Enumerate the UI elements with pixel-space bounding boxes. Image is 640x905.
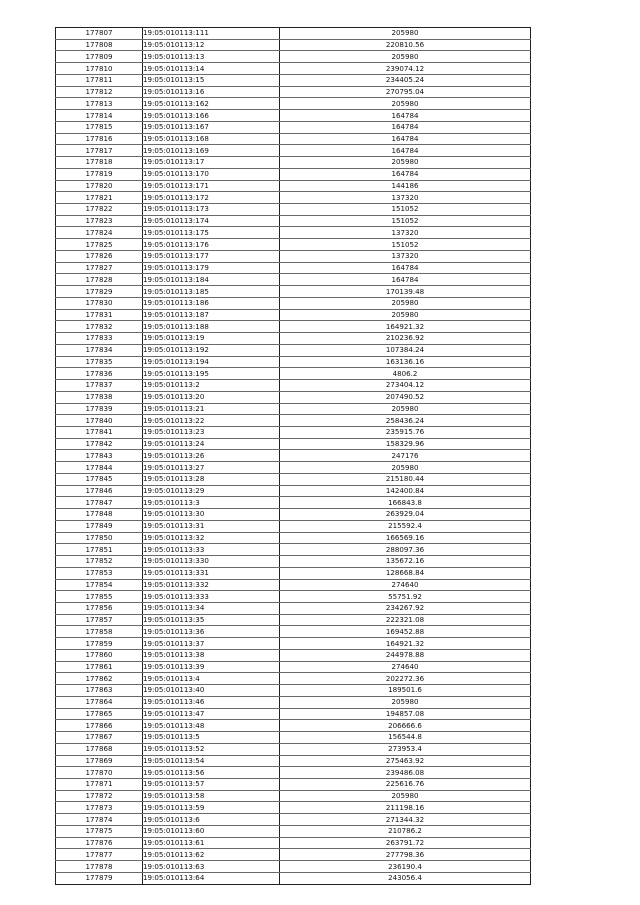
value-cell: 288097.36 [280, 544, 531, 556]
value-cell: 164784 [280, 274, 531, 286]
value-cell: 234267.92 [280, 602, 531, 614]
cadastral-code-cell: 19:05:010113:48 [143, 720, 280, 732]
value-cell: 207490.52 [280, 391, 531, 403]
table-row [56, 157, 531, 169]
row-id-cell: 177849 [56, 520, 143, 532]
value-cell: 137320 [280, 250, 531, 262]
cadastral-code-cell: 19:05:010113:37 [143, 638, 280, 650]
cadastral-code-cell: 19:05:010113:64 [143, 872, 280, 884]
table-row [56, 872, 531, 884]
cadastral-code-cell: 19:05:010113:17 [143, 157, 280, 169]
row-id-cell: 177862 [56, 673, 143, 685]
value-cell: 235915.76 [280, 426, 531, 438]
table-row [56, 779, 531, 791]
value-cell: 205980 [280, 297, 531, 309]
table-row [56, 802, 531, 814]
value-cell: 156544.8 [280, 732, 531, 744]
table-row [56, 720, 531, 732]
table-row [56, 532, 531, 544]
row-id-cell: 177851 [56, 544, 143, 556]
cadastral-code-cell: 19:05:010113:59 [143, 802, 280, 814]
value-cell: 205980 [280, 403, 531, 415]
cadastral-code-cell: 19:05:010113:172 [143, 192, 280, 204]
value-cell: 239486.08 [280, 767, 531, 779]
table-row [56, 450, 531, 462]
row-id-cell: 177847 [56, 497, 143, 509]
row-id-cell: 177815 [56, 121, 143, 133]
table-row [56, 638, 531, 650]
row-id-cell: 177821 [56, 192, 143, 204]
value-cell: 205980 [280, 790, 531, 802]
value-cell: 205980 [280, 98, 531, 110]
row-id-cell: 177840 [56, 415, 143, 427]
value-cell: 164784 [280, 145, 531, 157]
value-cell: 215180.44 [280, 473, 531, 485]
table-row [56, 497, 531, 509]
value-cell: 236190.4 [280, 861, 531, 873]
row-id-cell: 177878 [56, 861, 143, 873]
row-id-cell: 177861 [56, 661, 143, 673]
cadastral-code-cell: 19:05:010113:16 [143, 86, 280, 98]
table-row [56, 239, 531, 251]
cadastral-code-cell: 19:05:010113:46 [143, 696, 280, 708]
value-cell: 220810.56 [280, 39, 531, 51]
cadastral-code-cell: 19:05:010113:21 [143, 403, 280, 415]
table-row [56, 614, 531, 626]
table-row [56, 74, 531, 86]
value-cell: 274640 [280, 579, 531, 591]
value-cell: 128668.84 [280, 567, 531, 579]
table-row [56, 485, 531, 497]
row-id-cell: 177814 [56, 110, 143, 122]
row-id-cell: 177871 [56, 779, 143, 791]
row-id-cell: 177844 [56, 462, 143, 474]
row-id-cell: 177853 [56, 567, 143, 579]
cadastral-code-cell: 19:05:010113:57 [143, 779, 280, 791]
table-row [56, 250, 531, 262]
row-id-cell: 177873 [56, 802, 143, 814]
table-row [56, 849, 531, 861]
table-row [56, 297, 531, 309]
row-id-cell: 177856 [56, 602, 143, 614]
value-cell: 164784 [280, 110, 531, 122]
value-cell: 273953.4 [280, 743, 531, 755]
value-cell: 163136.16 [280, 356, 531, 368]
table-row [56, 837, 531, 849]
cadastral-code-cell: 19:05:010113:28 [143, 473, 280, 485]
row-id-cell: 177812 [56, 86, 143, 98]
row-id-cell: 177830 [56, 297, 143, 309]
table-row [56, 368, 531, 380]
table-row [56, 790, 531, 802]
value-cell: 243056.4 [280, 872, 531, 884]
row-id-cell: 177832 [56, 321, 143, 333]
row-id-cell: 177833 [56, 333, 143, 345]
table-row [56, 708, 531, 720]
row-id-cell: 177823 [56, 215, 143, 227]
row-id-cell: 177825 [56, 239, 143, 251]
cadastral-code-cell: 19:05:010113:31 [143, 520, 280, 532]
table-row [56, 39, 531, 51]
value-cell: 205980 [280, 462, 531, 474]
row-id-cell: 177875 [56, 825, 143, 837]
table-row [56, 567, 531, 579]
value-cell: 166569.16 [280, 532, 531, 544]
value-cell: 210786.2 [280, 825, 531, 837]
value-cell: 274640 [280, 661, 531, 673]
cadastral-code-cell: 19:05:010113:188 [143, 321, 280, 333]
row-id-cell: 177872 [56, 790, 143, 802]
table-row [56, 591, 531, 603]
row-id-cell: 177809 [56, 51, 143, 63]
cadastral-code-cell: 19:05:010113:12 [143, 39, 280, 51]
value-cell: 263791.72 [280, 837, 531, 849]
value-cell: 205980 [280, 696, 531, 708]
table-row [56, 133, 531, 145]
table-row [56, 520, 531, 532]
row-id-cell: 177829 [56, 286, 143, 298]
row-id-cell: 177850 [56, 532, 143, 544]
table-row [56, 861, 531, 873]
value-cell: 151052 [280, 204, 531, 216]
row-id-cell: 177808 [56, 39, 143, 51]
row-id-cell: 177858 [56, 626, 143, 638]
row-id-cell: 177811 [56, 74, 143, 86]
table-row [56, 579, 531, 591]
table-row [56, 438, 531, 450]
cadastral-code-cell: 19:05:010113:30 [143, 509, 280, 521]
table-row [56, 544, 531, 556]
cadastral-code-cell: 19:05:010113:331 [143, 567, 280, 579]
row-id-cell: 177807 [56, 28, 143, 40]
cadastral-code-cell: 19:05:010113:19 [143, 333, 280, 345]
value-cell: 234405.24 [280, 74, 531, 86]
cadastral-code-cell: 19:05:010113:47 [143, 708, 280, 720]
row-id-cell: 177831 [56, 309, 143, 321]
value-cell: 222321.08 [280, 614, 531, 626]
value-cell: 158329.96 [280, 438, 531, 450]
value-cell: 194857.08 [280, 708, 531, 720]
value-cell: 135672.16 [280, 556, 531, 568]
row-id-cell: 177852 [56, 556, 143, 568]
cadastral-code-cell: 19:05:010113:173 [143, 204, 280, 216]
table-row [56, 673, 531, 685]
data-table [55, 27, 531, 885]
row-id-cell: 177819 [56, 168, 143, 180]
cadastral-code-cell: 19:05:010113:34 [143, 602, 280, 614]
value-cell: 247176 [280, 450, 531, 462]
cadastral-code-cell: 19:05:010113:33 [143, 544, 280, 556]
value-cell: 55751.92 [280, 591, 531, 603]
value-cell: 205980 [280, 51, 531, 63]
value-cell: 151052 [280, 239, 531, 251]
table-row [56, 98, 531, 110]
row-id-cell: 177817 [56, 145, 143, 157]
table-row [56, 168, 531, 180]
row-id-cell: 177848 [56, 509, 143, 521]
value-cell: 205980 [280, 28, 531, 40]
cadastral-code-cell: 19:05:010113:332 [143, 579, 280, 591]
row-id-cell: 177870 [56, 767, 143, 779]
row-id-cell: 177860 [56, 649, 143, 661]
table-row [56, 274, 531, 286]
value-cell: 164784 [280, 262, 531, 274]
table-row [56, 286, 531, 298]
row-id-cell: 177810 [56, 63, 143, 75]
cadastral-code-cell: 19:05:010113:23 [143, 426, 280, 438]
value-cell: 271344.32 [280, 814, 531, 826]
cadastral-code-cell: 19:05:010113:179 [143, 262, 280, 274]
cadastral-code-cell: 19:05:010113:3 [143, 497, 280, 509]
cadastral-code-cell: 19:05:010113:54 [143, 755, 280, 767]
table-row [56, 661, 531, 673]
row-id-cell: 177876 [56, 837, 143, 849]
table-row [56, 626, 531, 638]
cadastral-code-cell: 19:05:010113:170 [143, 168, 280, 180]
row-id-cell: 177866 [56, 720, 143, 732]
value-cell: 137320 [280, 227, 531, 239]
table-row [56, 403, 531, 415]
cadastral-code-cell: 19:05:010113:185 [143, 286, 280, 298]
cadastral-code-cell: 19:05:010113:168 [143, 133, 280, 145]
cadastral-code-cell: 19:05:010113:162 [143, 98, 280, 110]
row-id-cell: 177826 [56, 250, 143, 262]
cadastral-code-cell: 19:05:010113:187 [143, 309, 280, 321]
value-cell: 275463.92 [280, 755, 531, 767]
row-id-cell: 177845 [56, 473, 143, 485]
row-id-cell: 177828 [56, 274, 143, 286]
table-row [56, 380, 531, 392]
value-cell: 164784 [280, 121, 531, 133]
value-cell: 202272.36 [280, 673, 531, 685]
table-row [56, 462, 531, 474]
table-row [56, 732, 531, 744]
cadastral-code-cell: 19:05:010113:27 [143, 462, 280, 474]
row-id-cell: 177836 [56, 368, 143, 380]
value-cell: 166843.8 [280, 497, 531, 509]
row-id-cell: 177838 [56, 391, 143, 403]
cadastral-code-cell: 19:05:010113:52 [143, 743, 280, 755]
table-body [56, 28, 531, 885]
table-row [56, 602, 531, 614]
row-id-cell: 177877 [56, 849, 143, 861]
table-row [56, 309, 531, 321]
table-row [56, 262, 531, 274]
row-id-cell: 177868 [56, 743, 143, 755]
row-id-cell: 177822 [56, 204, 143, 216]
row-id-cell: 177859 [56, 638, 143, 650]
value-cell: 169452.88 [280, 626, 531, 638]
value-cell: 170139.48 [280, 286, 531, 298]
row-id-cell: 177827 [56, 262, 143, 274]
row-id-cell: 177846 [56, 485, 143, 497]
cadastral-code-cell: 19:05:010113:194 [143, 356, 280, 368]
table-row [56, 215, 531, 227]
value-cell: 107384.24 [280, 344, 531, 356]
table-row [56, 121, 531, 133]
table-row [56, 755, 531, 767]
table-row [56, 145, 531, 157]
value-cell: 142400.84 [280, 485, 531, 497]
cadastral-code-cell: 19:05:010113:29 [143, 485, 280, 497]
value-cell: 189501.6 [280, 685, 531, 697]
row-id-cell: 177834 [56, 344, 143, 356]
table-row [56, 473, 531, 485]
cadastral-code-cell: 19:05:010113:195 [143, 368, 280, 380]
cadastral-code-cell: 19:05:010113:35 [143, 614, 280, 626]
cadastral-code-cell: 19:05:010113:14 [143, 63, 280, 75]
cadastral-code-cell: 19:05:010113:36 [143, 626, 280, 638]
cadastral-code-cell: 19:05:010113:32 [143, 532, 280, 544]
cadastral-code-cell: 19:05:010113:13 [143, 51, 280, 63]
value-cell: 210236.92 [280, 333, 531, 345]
row-id-cell: 177857 [56, 614, 143, 626]
value-cell: 205980 [280, 309, 531, 321]
cadastral-code-cell: 19:05:010113:26 [143, 450, 280, 462]
value-cell: 151052 [280, 215, 531, 227]
value-cell: 164784 [280, 133, 531, 145]
cadastral-code-cell: 19:05:010113:56 [143, 767, 280, 779]
cadastral-code-cell: 19:05:010113:24 [143, 438, 280, 450]
value-cell: 244978.88 [280, 649, 531, 661]
cadastral-code-cell: 19:05:010113:15 [143, 74, 280, 86]
table-row [56, 743, 531, 755]
value-cell: 4806.2 [280, 368, 531, 380]
cadastral-code-cell: 19:05:010113:111 [143, 28, 280, 40]
cadastral-code-cell: 19:05:010113:171 [143, 180, 280, 192]
cadastral-code-cell: 19:05:010113:333 [143, 591, 280, 603]
table-row [56, 192, 531, 204]
cadastral-code-cell: 19:05:010113:167 [143, 121, 280, 133]
cadastral-code-cell: 19:05:010113:20 [143, 391, 280, 403]
row-id-cell: 177879 [56, 872, 143, 884]
table-row [56, 344, 531, 356]
value-cell: 205980 [280, 157, 531, 169]
cadastral-code-cell: 19:05:010113:62 [143, 849, 280, 861]
cadastral-code-cell: 19:05:010113:330 [143, 556, 280, 568]
row-id-cell: 177854 [56, 579, 143, 591]
cadastral-code-cell: 19:05:010113:38 [143, 649, 280, 661]
row-id-cell: 177839 [56, 403, 143, 415]
cadastral-code-cell: 19:05:010113:2 [143, 380, 280, 392]
table-row [56, 649, 531, 661]
row-id-cell: 177863 [56, 685, 143, 697]
value-cell: 164921.32 [280, 321, 531, 333]
table-row [56, 180, 531, 192]
cadastral-code-cell: 19:05:010113:184 [143, 274, 280, 286]
table-row [56, 825, 531, 837]
cadastral-code-cell: 19:05:010113:60 [143, 825, 280, 837]
table-row [56, 63, 531, 75]
value-cell: 239074.12 [280, 63, 531, 75]
table-row [56, 204, 531, 216]
cadastral-code-cell: 19:05:010113:58 [143, 790, 280, 802]
row-id-cell: 177818 [56, 157, 143, 169]
row-id-cell: 177842 [56, 438, 143, 450]
row-id-cell: 177855 [56, 591, 143, 603]
table-row [56, 356, 531, 368]
value-cell: 270795.04 [280, 86, 531, 98]
table-row [56, 685, 531, 697]
cadastral-code-cell: 19:05:010113:63 [143, 861, 280, 873]
table-row [56, 51, 531, 63]
cadastral-code-cell: 19:05:010113:169 [143, 145, 280, 157]
value-cell: 277798.36 [280, 849, 531, 861]
value-cell: 258436.24 [280, 415, 531, 427]
row-id-cell: 177841 [56, 426, 143, 438]
row-id-cell: 177837 [56, 380, 143, 392]
table-row [56, 415, 531, 427]
row-id-cell: 177820 [56, 180, 143, 192]
cadastral-code-cell: 19:05:010113:6 [143, 814, 280, 826]
cadastral-code-cell: 19:05:010113:22 [143, 415, 280, 427]
table-row [56, 556, 531, 568]
row-id-cell: 177824 [56, 227, 143, 239]
row-id-cell: 177843 [56, 450, 143, 462]
value-cell: 225616.76 [280, 779, 531, 791]
cadastral-code-cell: 19:05:010113:4 [143, 673, 280, 685]
table-row [56, 86, 531, 98]
cadastral-code-cell: 19:05:010113:5 [143, 732, 280, 744]
row-id-cell: 177874 [56, 814, 143, 826]
value-cell: 144186 [280, 180, 531, 192]
cadastral-code-cell: 19:05:010113:176 [143, 239, 280, 251]
cadastral-code-cell: 19:05:010113:192 [143, 344, 280, 356]
cadastral-code-cell: 19:05:010113:61 [143, 837, 280, 849]
value-cell: 211198.16 [280, 802, 531, 814]
value-cell: 215592.4 [280, 520, 531, 532]
cadastral-code-cell: 19:05:010113:40 [143, 685, 280, 697]
cadastral-code-cell: 19:05:010113:186 [143, 297, 280, 309]
cadastral-code-cell: 19:05:010113:166 [143, 110, 280, 122]
value-cell: 164921.32 [280, 638, 531, 650]
value-cell: 263929.04 [280, 509, 531, 521]
cadastral-code-cell: 19:05:010113:174 [143, 215, 280, 227]
row-id-cell: 177813 [56, 98, 143, 110]
value-cell: 137320 [280, 192, 531, 204]
table-row [56, 333, 531, 345]
value-cell: 164784 [280, 168, 531, 180]
cadastral-code-cell: 19:05:010113:39 [143, 661, 280, 673]
table-row [56, 509, 531, 521]
row-id-cell: 177865 [56, 708, 143, 720]
table-row [56, 227, 531, 239]
table-row [56, 426, 531, 438]
row-id-cell: 177835 [56, 356, 143, 368]
row-id-cell: 177864 [56, 696, 143, 708]
cadastral-code-cell: 19:05:010113:175 [143, 227, 280, 239]
table-row [56, 321, 531, 333]
table-row [56, 28, 531, 40]
table-row [56, 696, 531, 708]
value-cell: 273404.12 [280, 380, 531, 392]
row-id-cell: 177869 [56, 755, 143, 767]
cadastral-code-cell: 19:05:010113:177 [143, 250, 280, 262]
row-id-cell: 177816 [56, 133, 143, 145]
table-row [56, 767, 531, 779]
row-id-cell: 177867 [56, 732, 143, 744]
value-cell: 206666.6 [280, 720, 531, 732]
table-row [56, 110, 531, 122]
table-row [56, 814, 531, 826]
table-row [56, 391, 531, 403]
